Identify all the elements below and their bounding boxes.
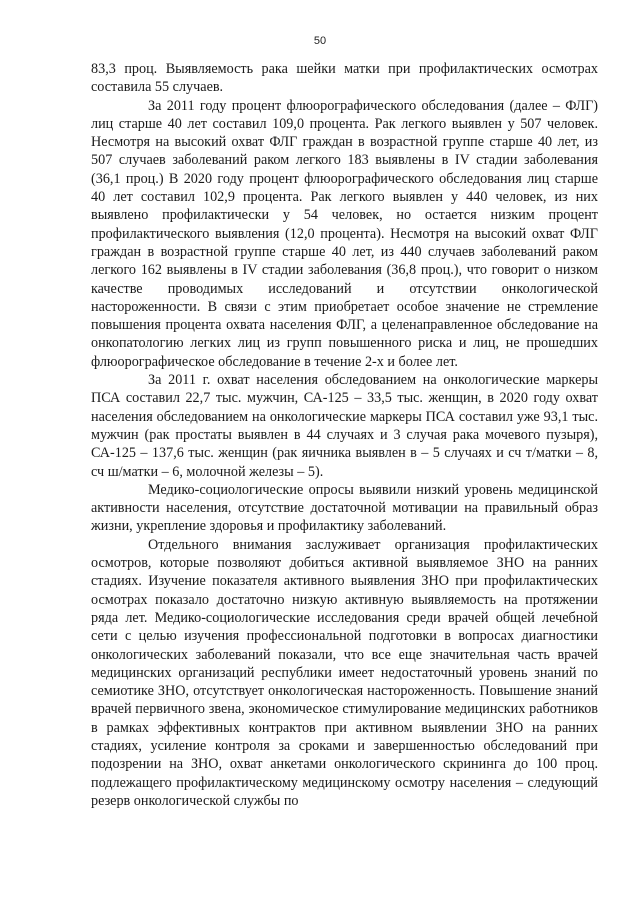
- paragraph-flg-screening: За 2011 году процент флюорографического обследования (далее – ФЛГ) лиц старше 40 лет составил 109,0 процента. Рак легкого выявлен у 507 человек. Несмотря на высокий охват ФЛГ граждан в возрастной группе старше 40 лет, из 507 случаев заболеваний раком легкого 183 выявлены в IV стадии заболевания (36,1 проц.) В 2020 году процент флюорографического обследования лиц старше 40 лет составил 102,9 процента. Рак легкого выявлен у 440 человек, из них выявлено профилактически у 54 человек, но остается низким процент профилактического выявления (12,0 процента). Несмотря на высокий охват ФЛГ граждан в возрастной группе старше 40 лет, из 440 случаев заболеваний раком легкого 162 выявлены в IV стадии заболевания (36,8 проц.), что говорит о низком качестве проводимых исследований и отсутствии онкологической настороженности. В связи с этим приобретает особое значение не стремление повышения процента охвата населения ФЛГ, а целенаправленное обследование на онкопатологию легких лиц из групп повышенного риска и лиц, не прошедших флюорографическое обследование в течение 2-х и более лет.: [91, 97, 598, 370]
- paragraph-oncomarkers: За 2011 г. охват населения обследованием на онкологические маркеры ПСА составил 22,7 тыс. мужчин, СА-125 – 33,5 тыс. женщин, в 2020 году охват населения обследованием на онкологические маркеры ПСА составил уже 93,1 тыс. мужчин (рак простаты выявлен в 44 случаях и 3 случая рака мочевого пузыря), СА-125 – 137,6 тыс. женщин (рак яичника выявлен в – 5 случаях и сч т/матки – 8, сч ш/матки – 6, молочной железы – 5).: [91, 372, 598, 480]
- paragraph-preventive-exams: Отдельного внимания заслуживает организация профилактических осмотров, которые позволяют добиться активной выявляемое ЗНО на ранних стадиях. Изучение показателя активного выявления ЗНО при профилактических осмотрах показало достаточно низкую активную выявляемость на протяжении ряда лет. Медико-социологические исследования среди врачей общей лечебной сети с целью изучения профессиональной подготовки в вопросах диагностики онкологических заболеваний показали, что все еще значительная часть врачей медицинских организаций республики имеет недостаточный уровень знаний по семиотике ЗНО, отсутствует онкологическая настороженность. Повышение знаний врачей первичного звена, экономическое стимулирование медицинских работников в рамках эффективных контрактов при активном выявлении ЗНО на ранних стадиях, усиление контроля за сроками и завершенностью обследований при подозрении на ЗНО, охват анкетами онкологического скрининга до 100 проц. подлежащего профилактическому медицинскому осмотру населения – следующий резерв онкологической службы по: [91, 536, 598, 809]
- page-number: 50: [313, 35, 327, 47]
- paragraph-continuation: 83,3 проц. Выявляемость рака шейки матки при профилактических осмотрах составила 55 случаев.: [91, 61, 598, 96]
- body-text: [91, 60, 598, 810]
- paragraph-medical-activity: Медико-социологические опросы выявили низкий уровень медицинской активности населения, отсутствие достаточной мотивации на правильный образ жизни, укрепление здоровья и профилактику заболеваний.: [91, 481, 598, 535]
